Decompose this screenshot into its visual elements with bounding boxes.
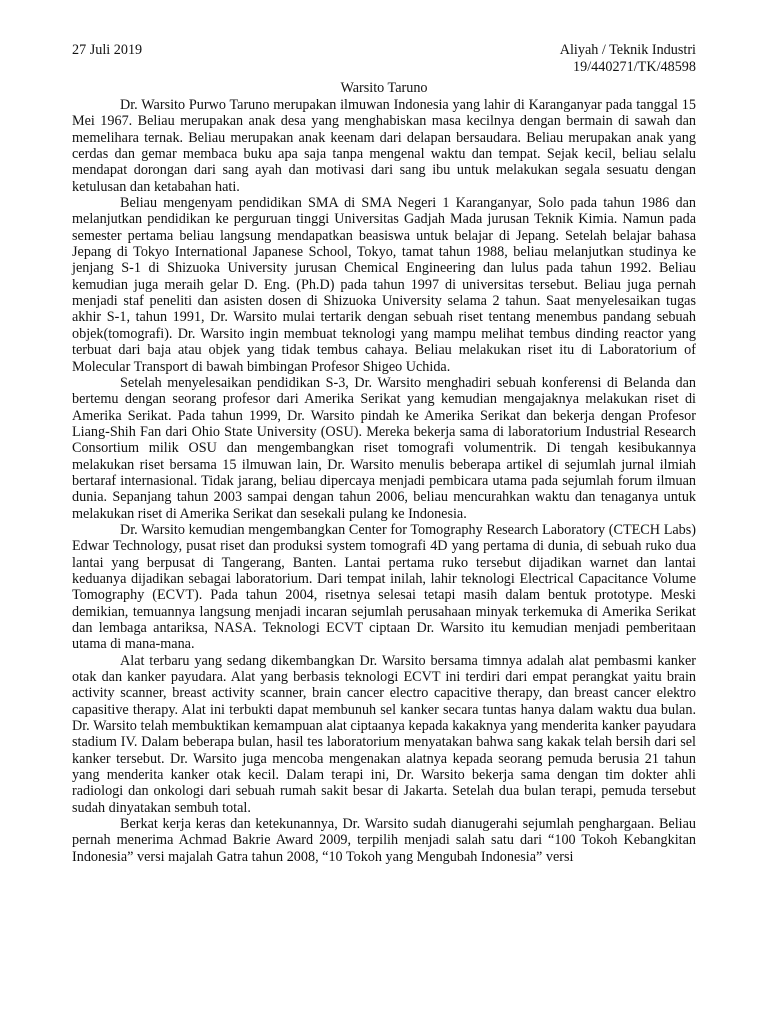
paragraph-4: Dr. Warsito kemudian mengembangkan Center for Tomography Research Laboratory (CTECH Labs) Edwar Technology, pusat riset dan produksi system tomografi 4D yang pertama di dunia, di sebuah ruko dua lantai yang berpusat di Tangerang, Banten. Lantai pertama ruko tersebut dijadikan warnet dan lantai keduanya dijadikan sebagai laboratorium. Dari tempat inilah, lahir teknologi Electrical Capacitance Volume Tomography (ECVT). Pada tahun 2004, risetnya selesai tetapi masih dalam bentuk prototype. Meski demikian, temuannya langsung menjadi incaran sejumlah perusahaan minyak terkemuka di Amerika Serikat dan lembaga antariksa, NASA. Teknologi ECVT ciptaan Dr. Warsito itu kemudian menjadi pemberitaan utama di mana-mana. [72,521,696,653]
paragraph-6: Berkat kerja keras dan ketekunannya, Dr. Warsito sudah dianugerahi sejumlah penghargaan. Beliau pernah menerima Achmad Bakrie Award 2009, terpilih menjadi salah satu dari “100 Tokoh Kebangkitan Indonesia” versi majalah Gatra tahun 2008, “10 Tokoh yang Mengubah Indonesia” versi [72,816,696,865]
paragraph-2: Beliau mengenyam pendidikan SMA di SMA Negeri 1 Karanganyar, Solo pada tahun 1986 dan melanjutkan pendidikan ke perguruan tinggi Universitas Gadjah Mada jurusan Teknik Kimia. Namun pada semester pertama beliau langsung mendapatkan beasiswa untuk belajar di Jepang. Setelah belajar bahasa Jepang di Tokyo International Japanese School, Tokyo, tamat tahun 1988, beliau melanjutkan studinya ke jenjang S-1 di Shizuoka University jurusan Chemical Engineering dan lulus pada tahun 1992. Beliau kemudian juga meraih gelar D. Eng. (Ph.D) pada tahun 1997 di universitas tersebut. Beliau juga pernah menjadi staf peneliti dan asisten dosen di Shizuoka University selama 2 tahun. Saat menyelesaikan tugas akhir S-1, tahun 1991, Dr. Warsito mulai tertarik dengan sebuah riset tentang menembus pandang sebuah objek(tomografi). Dr. Warsito ingin membuat teknologi yang mampu melihat tembus dinding reactor yang terbuat dari baja atau objek yang tidak tembus cahaya. Beliau melakukan riset itu di Laboratorium of Molecular Transport di bawah bimbingan Profesor Shigeo Uchida. [72,195,696,375]
paragraph-3: Setelah menyelesaikan pendidikan S-3, Dr. Warsito menghadiri sebuah konferensi di Belanda dan bertemu dengan seorang profesor dari Amerika Serikat yang kemudian mengajaknya melakukan riset di Amerika Serikat. Pada tahun 1999, Dr. Warsito pindah ke Amerika Serikat dan bekerja dengan Profesor Liang-Shih Fan dari Ohio State University (OSU). Mereka bekerja sama di laboratorium Industrial Research Consortium milik OSU dan mengembangkan riset tomografi volumentrik. Di tengah kesibukannya melakukan riset bersama 15 ilmuwan lain, Dr. Warsito menulis beberapa artikel di sejumlah jurnal ilmiah bertaraf internasional. Tidak jarang, beliau dipercaya menjadi pembicara utama pada sejumlah forum ilmuan dunia. Sepanjang tahun 2003 sampai dengan tahun 2006, beliau mencurahkan waktu dan tenaganya untuk melakukan riset di Amerika Serikat dan sesekali pulang ke Indonesia. [72,374,696,522]
document-title: Warsito Taruno [340,80,428,96]
paragraph-1: Dr. Warsito Purwo Taruno merupakan ilmuwan Indonesia yang lahir di Karanganyar pada tanggal 15 Mei 1967. Beliau merupakan anak desa yang menghabiskan masa kecilnya dengan bermain di sawah dan memelihara ternak. Beliau merupakan anak keenam dari delapan bersaudara. Beliau merupakan anak yang cerdas dan gemar membaca buku apa saja tanpa mengenal waktu dan tempat. Sejak kecil, beliau selalu mendapat dorongan dari sang ayah dan motivasi dari sang ibu untuk melakukan segala sesuatu dengan ketulusan dan ketabahan hati. [72,97,696,195]
student-id: 19/440271/TK/48598 [573,59,696,75]
paragraph-5: Alat terbaru yang sedang dikembangkan Dr. Warsito bersama timnya adalah alat pembasmi kanker otak dan kanker payudara. Alat yang berbasis teknologi ECVT ini terdiri dari empat perangkat yaitu brain activity scanner, breast activity scanner, brain cancer electro capacitive therapy, dan breast cancer elektro capasitive therapy. Alat ini terbukti dapat membunuh sel kanker secara tuntas hanya dalam waktu dua bulan. Dr. Warsito telah membuktikan kemampuan alat ciptaanya kepada kakaknya yang menderita kanker payudara stadium IV. Dalam beberapa bulan, hasil tes laboratorium menyatakan bahwa sang kakak telah bersih dari sel kanker tersebut. Dr. Warsito juga mencoba mengenakan alatnya kepada seorang pemuda berusia 21 tahun yang menderita kanker otak kecil. Dalam terapi ini, Dr. Warsito bekerja sama dengan tim dokter ahli radiologi dan onkologi dari sebuah rumah sakit besar di Jakarta. Setelah dua bulan terapi, pemuda tersebut sudah dinyatakan sembuh total. [72,652,696,816]
document-page [72,42,696,865]
author-name-department: Aliyah / Teknik Industri [559,42,696,58]
document-date: 27 Juli 2019 [72,42,143,58]
author-block [560,42,696,76]
document-header [72,42,696,78]
